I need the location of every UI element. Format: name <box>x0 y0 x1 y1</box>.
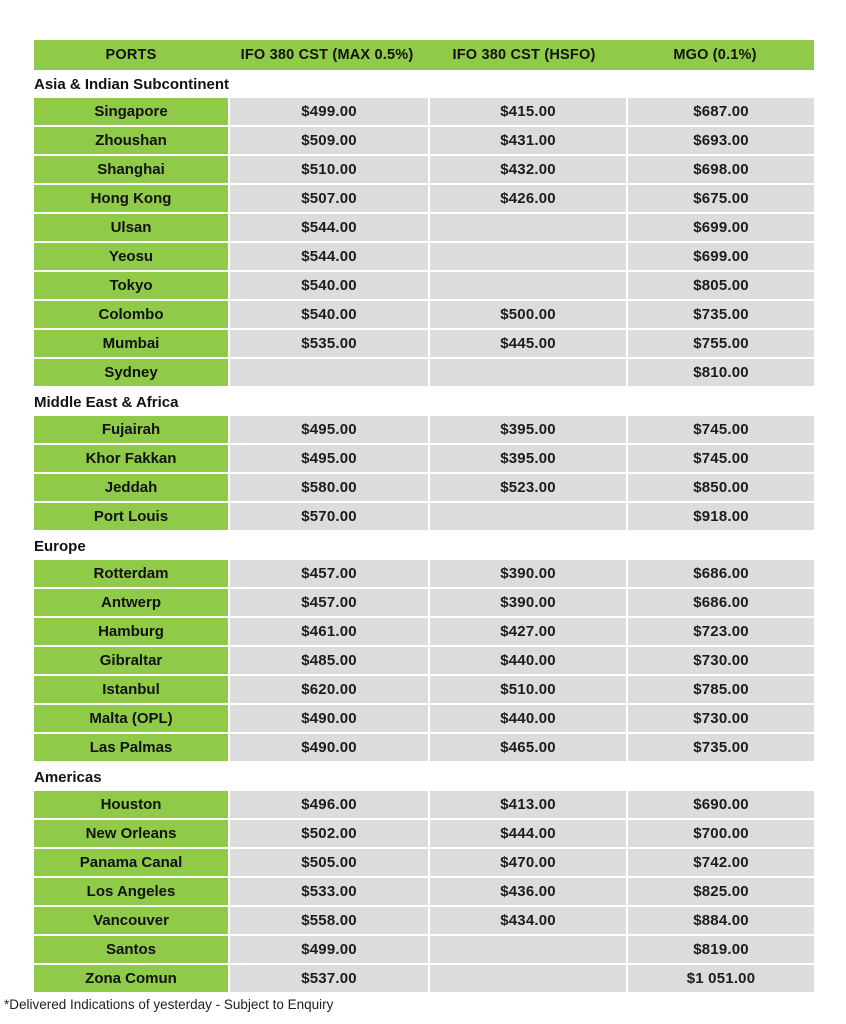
price-cell-ifo-max05: $505.00 <box>230 849 428 876</box>
price-cell-ifo-hsfo: $395.00 <box>430 445 626 472</box>
table-row <box>34 330 814 357</box>
price-cell-mgo: $785.00 <box>628 676 814 703</box>
section-label: Americas <box>34 768 102 786</box>
price-cell-mgo: $699.00 <box>628 214 814 241</box>
table-row <box>34 503 814 530</box>
port-cell: Las Palmas <box>34 734 228 761</box>
table-row <box>34 734 814 761</box>
port-cell: Fujairah <box>34 416 228 443</box>
price-cell-ifo-hsfo: $390.00 <box>430 560 626 587</box>
price-cell-ifo-hsfo: $427.00 <box>430 618 626 645</box>
table-row <box>34 474 814 501</box>
table-body <box>34 70 814 992</box>
price-cell-mgo: $735.00 <box>628 734 814 761</box>
port-cell: Malta (OPL) <box>34 705 228 732</box>
section-label: Europe <box>34 537 86 555</box>
table-row <box>34 127 814 154</box>
section-label: Middle East & Africa <box>34 393 179 411</box>
port-cell: Rotterdam <box>34 560 228 587</box>
price-table <box>34 40 814 994</box>
price-cell-ifo-hsfo: $413.00 <box>430 791 626 818</box>
price-cell-ifo-hsfo: $432.00 <box>430 156 626 183</box>
price-cell-mgo: $735.00 <box>628 301 814 328</box>
table-row <box>34 416 814 443</box>
price-cell-ifo-hsfo <box>430 214 626 241</box>
price-cell-ifo-hsfo: $395.00 <box>430 416 626 443</box>
column-header-ports: PORTS <box>105 47 157 63</box>
port-cell: Zona Comun <box>34 965 228 992</box>
port-cell: Shanghai <box>34 156 228 183</box>
table-row <box>34 618 814 645</box>
table-row <box>34 878 814 905</box>
column-header-ifo-hsfo: IFO 380 CST (HSFO) <box>452 47 596 63</box>
price-cell-ifo-hsfo: $470.00 <box>430 849 626 876</box>
price-cell-ifo-max05: $540.00 <box>230 301 428 328</box>
price-cell-mgo: $687.00 <box>628 98 814 125</box>
price-cell-ifo-hsfo <box>430 359 626 386</box>
price-cell-ifo-max05: $533.00 <box>230 878 428 905</box>
price-cell-mgo: $730.00 <box>628 647 814 674</box>
port-cell: Ulsan <box>34 214 228 241</box>
port-cell: Gibraltar <box>34 647 228 674</box>
price-cell-ifo-max05: $502.00 <box>230 820 428 847</box>
price-cell-ifo-max05: $535.00 <box>230 330 428 357</box>
port-cell: Houston <box>34 791 228 818</box>
table-row <box>34 156 814 183</box>
port-cell: Zhoushan <box>34 127 228 154</box>
table-row <box>34 359 814 386</box>
table-row <box>34 936 814 963</box>
price-cell-ifo-hsfo <box>430 243 626 270</box>
price-cell-ifo-hsfo: $434.00 <box>430 907 626 934</box>
table-row <box>34 214 814 241</box>
table-row <box>34 98 814 125</box>
table-row <box>34 676 814 703</box>
price-cell-ifo-hsfo: $426.00 <box>430 185 626 212</box>
table-row <box>34 965 814 992</box>
port-cell: Colombo <box>34 301 228 328</box>
price-cell-mgo: $745.00 <box>628 445 814 472</box>
price-cell-mgo: $730.00 <box>628 705 814 732</box>
port-cell: Vancouver <box>34 907 228 934</box>
price-cell-mgo: $690.00 <box>628 791 814 818</box>
price-cell-ifo-hsfo: $444.00 <box>430 820 626 847</box>
price-cell-ifo-max05: $457.00 <box>230 560 428 587</box>
port-cell: Los Angeles <box>34 878 228 905</box>
price-cell-mgo: $850.00 <box>628 474 814 501</box>
price-cell-ifo-max05: $544.00 <box>230 214 428 241</box>
port-cell: Tokyo <box>34 272 228 299</box>
price-cell-ifo-max05: $510.00 <box>230 156 428 183</box>
price-cell-ifo-hsfo <box>430 936 626 963</box>
table-row <box>34 272 814 299</box>
price-cell-mgo: $819.00 <box>628 936 814 963</box>
port-cell: Santos <box>34 936 228 963</box>
price-cell-ifo-max05: $461.00 <box>230 618 428 645</box>
port-cell: Sydney <box>34 359 228 386</box>
price-cell-mgo: $699.00 <box>628 243 814 270</box>
price-cell-ifo-max05: $540.00 <box>230 272 428 299</box>
price-cell-ifo-hsfo: $500.00 <box>430 301 626 328</box>
price-cell-ifo-max05: $499.00 <box>230 936 428 963</box>
price-cell-ifo-max05: $485.00 <box>230 647 428 674</box>
price-cell-mgo: $825.00 <box>628 878 814 905</box>
price-cell-mgo: $698.00 <box>628 156 814 183</box>
price-cell-mgo: $884.00 <box>628 907 814 934</box>
price-cell-mgo: $810.00 <box>628 359 814 386</box>
price-cell-ifo-hsfo: $523.00 <box>430 474 626 501</box>
port-cell: Istanbul <box>34 676 228 703</box>
table-row <box>34 647 814 674</box>
price-cell-ifo-max05: $490.00 <box>230 734 428 761</box>
price-cell-mgo: $805.00 <box>628 272 814 299</box>
price-cell-mgo: $686.00 <box>628 560 814 587</box>
port-cell: New Orleans <box>34 820 228 847</box>
port-cell: Khor Fakkan <box>34 445 228 472</box>
table-row <box>34 560 814 587</box>
table-row <box>34 791 814 818</box>
price-cell-ifo-max05: $537.00 <box>230 965 428 992</box>
price-cell-mgo: $745.00 <box>628 416 814 443</box>
price-cell-ifo-hsfo: $431.00 <box>430 127 626 154</box>
footnote: *Delivered Indications of yesterday - Subject to Enquiry <box>4 997 334 1012</box>
table-row <box>34 907 814 934</box>
price-cell-mgo: $723.00 <box>628 618 814 645</box>
table-row <box>34 185 814 212</box>
price-cell-ifo-max05: $570.00 <box>230 503 428 530</box>
price-cell-ifo-max05: $558.00 <box>230 907 428 934</box>
price-cell-mgo: $755.00 <box>628 330 814 357</box>
price-cell-ifo-max05: $509.00 <box>230 127 428 154</box>
price-cell-ifo-hsfo: $510.00 <box>430 676 626 703</box>
price-cell-ifo-max05: $490.00 <box>230 705 428 732</box>
price-cell-ifo-max05: $495.00 <box>230 445 428 472</box>
price-cell-ifo-hsfo <box>430 272 626 299</box>
table-header-row <box>34 40 814 70</box>
table-row <box>34 589 814 616</box>
port-cell: Hong Kong <box>34 185 228 212</box>
table-row <box>34 445 814 472</box>
port-cell: Mumbai <box>34 330 228 357</box>
port-cell: Panama Canal <box>34 849 228 876</box>
table-row <box>34 705 814 732</box>
price-cell-mgo: $693.00 <box>628 127 814 154</box>
price-cell-ifo-hsfo: $390.00 <box>430 589 626 616</box>
price-cell-mgo: $918.00 <box>628 503 814 530</box>
price-cell-ifo-hsfo: $465.00 <box>430 734 626 761</box>
price-cell-mgo: $1 051.00 <box>628 965 814 992</box>
price-cell-ifo-hsfo <box>430 503 626 530</box>
price-cell-ifo-hsfo: $415.00 <box>430 98 626 125</box>
price-cell-ifo-max05: $457.00 <box>230 589 428 616</box>
section-label: Asia & Indian Subcontinent <box>34 75 230 93</box>
port-cell: Port Louis <box>34 503 228 530</box>
column-header-ifo-max05: IFO 380 CST (MAX 0.5%) <box>240 47 414 63</box>
price-cell-ifo-hsfo: $445.00 <box>430 330 626 357</box>
price-cell-ifo-max05: $496.00 <box>230 791 428 818</box>
port-cell: Jeddah <box>34 474 228 501</box>
price-cell-ifo-max05 <box>230 359 428 386</box>
port-cell: Yeosu <box>34 243 228 270</box>
price-cell-mgo: $742.00 <box>628 849 814 876</box>
price-cell-mgo: $686.00 <box>628 589 814 616</box>
port-cell: Hamburg <box>34 618 228 645</box>
price-cell-ifo-max05: $544.00 <box>230 243 428 270</box>
table-row <box>34 849 814 876</box>
price-cell-ifo-max05: $620.00 <box>230 676 428 703</box>
column-header-mgo: MGO (0.1%) <box>673 47 757 63</box>
price-cell-ifo-max05: $580.00 <box>230 474 428 501</box>
price-cell-ifo-hsfo: $440.00 <box>430 705 626 732</box>
price-cell-ifo-hsfo <box>430 965 626 992</box>
price-cell-ifo-max05: $499.00 <box>230 98 428 125</box>
port-cell: Singapore <box>34 98 228 125</box>
table-row <box>34 301 814 328</box>
price-cell-mgo: $700.00 <box>628 820 814 847</box>
table-row <box>34 243 814 270</box>
port-cell: Antwerp <box>34 589 228 616</box>
price-cell-ifo-max05: $507.00 <box>230 185 428 212</box>
table-row <box>34 820 814 847</box>
price-cell-ifo-hsfo: $436.00 <box>430 878 626 905</box>
price-cell-ifo-max05: $495.00 <box>230 416 428 443</box>
price-cell-mgo: $675.00 <box>628 185 814 212</box>
price-cell-ifo-hsfo: $440.00 <box>430 647 626 674</box>
